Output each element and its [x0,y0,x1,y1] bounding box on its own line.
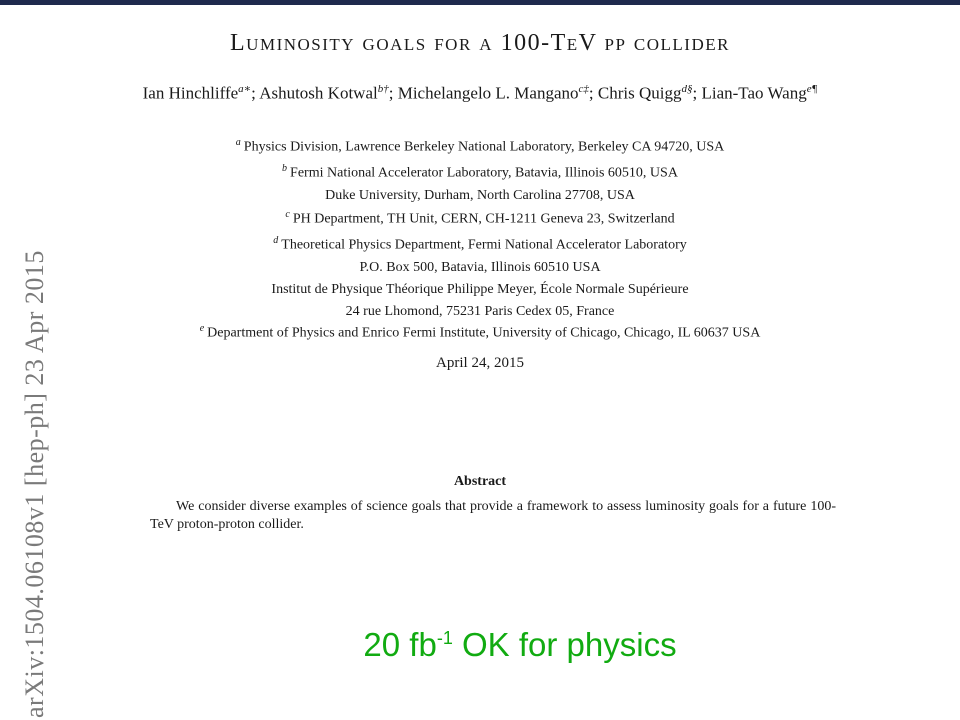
affiliation-d [0,230,960,323]
affiliation-mark: a [235,137,241,148]
paper-title: Luminosity goals for a 100-TeV pp collider [230,30,730,56]
author-mark: c‡ [578,83,589,95]
luminosity-callout [0,626,960,664]
arxiv-stamp: arXiv:1504.06108v1 [hep-ph] 23 Apr 2015 [20,250,49,718]
author-name: Michelangelo L. Mangano [397,83,579,103]
affiliation-line: 24 rue Lhomond, 75231 Paris Cedex 05, France [345,303,615,319]
author-mark: e¶ [806,83,818,95]
affiliation-mark: d [273,235,279,246]
affiliation-c [0,204,960,231]
author-name: Ian Hinchliffe [142,83,239,103]
affiliation-mark: e [199,323,205,334]
author-name: Lian-Tao Wang [701,83,807,103]
author-name: Chris Quigg [597,83,682,103]
top-accent-bar [0,0,960,5]
affiliation-a [0,132,960,159]
callout-prefix: 20 fb [363,626,437,663]
abstract-text: We consider diverse examples of science goals that provide a framework to assess luminosity goals for a future 100-TeV proton-proton collider. [150,499,836,532]
affiliation-line: Duke University, Durham, North Carolina 27708, USA [325,187,635,203]
affiliation-b [0,158,960,207]
affiliation-line: PH Department, TH Unit, CERN, CH-1211 Geneva 23, Switzerland [292,211,675,227]
affiliation-line: Physics Division, Lawrence Berkeley National Laboratory, Berkeley CA 94720, USA [243,139,725,155]
affiliation-line: Institut de Physique Théorique Philippe Meyer, École Normale Supérieure [271,281,689,297]
callout-exponent: -1 [436,628,453,648]
affiliation-line: Theoretical Physics Department, Fermi National Accelerator Laboratory [281,237,687,253]
paper-date: April 24, 2015 [436,355,524,371]
affiliation-line: P.O. Box 500, Batavia, Illinois 60510 USA [359,259,601,275]
callout-suffix: OK for physics [452,626,677,663]
author-mark: b† [377,83,389,95]
author-list: Ian Hinchliffe$^{a∗}$; Ashutosh Kotwal$^{b\dagger}$; Michelangelo L. Mangano$^{c\ddagger}$; Chris Quigg$^{d\S}$; Lian-Tao Wang$^{e\P}$ [142,83,818,103]
affiliation-e [0,318,960,345]
affiliation-mark: b [282,163,288,174]
affiliation-line: Fermi National Accelerator Laboratory, Batavia, Illinois 60510, USA [290,165,678,181]
author-name: Ashutosh Kotwal [259,83,378,103]
author-mark: a∗ [238,83,252,95]
abstract-heading: Abstract [453,474,507,489]
affiliation-mark: c [285,209,290,220]
affiliation-line: Department of Physics and Enrico Fermi Institute, University of Chicago, Chicago, IL 60637 USA [207,325,761,341]
author-mark: d§ [681,83,693,95]
